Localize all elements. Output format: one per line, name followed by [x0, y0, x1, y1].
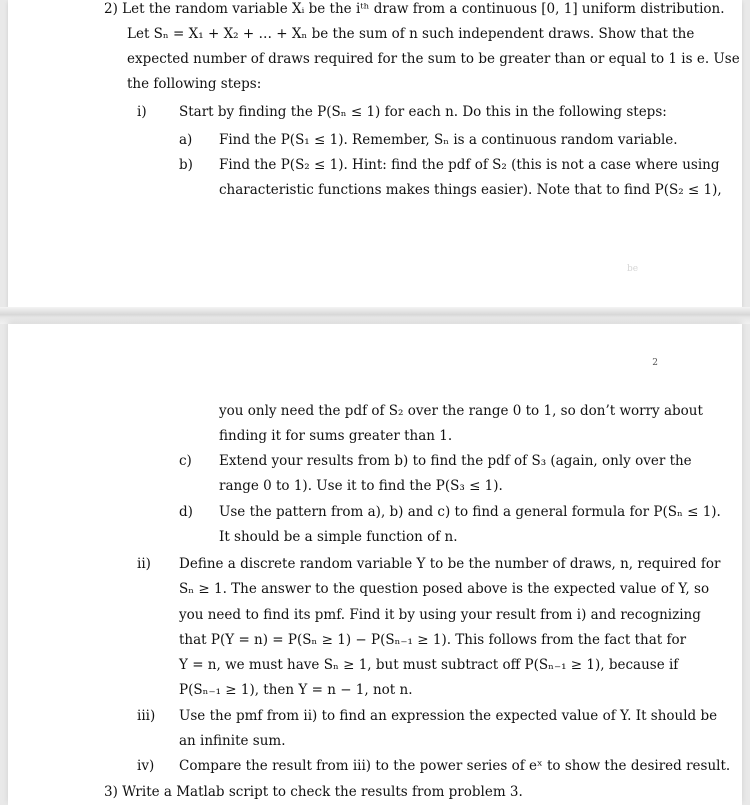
problem-2-line-2: Let Sₙ = X₁ + X₂ + … + Xₙ be the sum of n such independent draws. Show that the — [127, 26, 695, 42]
step-a-text: Find the P(S₁ ≤ 1). Remember, Sₙ is a continuous random variable. — [219, 132, 678, 148]
step-b-text-line-2: characteristic functions makes things easier). Note that to find P(S₂ ≤ 1), — [219, 182, 722, 198]
bleed-through-text: be — [627, 264, 639, 274]
problem-2-line-3: expected number of draws required for the sum to be greater than or equal to 1 is e. Use — [127, 51, 740, 67]
step-iv-text: Compare the result from iii) to the power series of eˣ to show the desired result. — [179, 758, 731, 774]
problem-2-line-1: 2) Let the random variable Xᵢ be the iᵗʰ draw from a continuous [0, 1] uniform distribution. — [104, 1, 725, 17]
page-number: 2 — [652, 358, 658, 368]
document-page-1 — [8, 0, 742, 307]
problem-2-line-4: the following steps: — [127, 76, 262, 92]
step-iii-marker: iii) — [137, 708, 156, 724]
step-ii-marker: ii) — [137, 556, 151, 572]
problem-3-text: 3) Write a Matlab script to check the results from problem 3. — [104, 784, 523, 800]
step-c-marker: c) — [179, 453, 192, 469]
step-iii-text-line-1: Use the pmf from ii) to find an expression the expected value of Y. It should be — [179, 708, 718, 724]
step-iv-marker: iv) — [137, 758, 155, 774]
step-c-text-line-1: Extend your results from b) to find the pdf of S₃ (again, only over the — [219, 453, 692, 469]
step-ii-text-line-3: you need to find its pmf. Find it by using your result from i) and recognizing — [179, 607, 701, 623]
step-b-marker: b) — [179, 157, 193, 173]
step-ii-text-line-2: Sₙ ≥ 1. The answer to the question posed above is the expected value of Y, so — [179, 581, 710, 597]
step-d-text-line-1: Use the pattern from a), b) and c) to find a general formula for P(Sₙ ≤ 1). — [219, 504, 721, 520]
step-ii-text-line-6: P(Sₙ₋₁ ≥ 1), then Y = n − 1, not n. — [179, 682, 413, 698]
step-b-text-line-3: you only need the pdf of S₂ over the range 0 to 1, so don’t worry about — [219, 403, 703, 419]
step-d-text-line-2: It should be a simple function of n. — [219, 529, 458, 545]
step-b-text-line-4: finding it for sums greater than 1. — [219, 428, 453, 444]
step-ii-text-line-5: Y = n, we must have Sₙ ≥ 1, but must subtract off P(Sₙ₋₁ ≥ 1), because if — [179, 657, 679, 673]
step-i-marker: i) — [137, 104, 147, 120]
step-b-text-line-1: Find the P(S₂ ≤ 1). Hint: find the pdf of S₂ (this is not a case where using — [219, 157, 720, 173]
step-ii-text-line-1: Define a discrete random variable Y to be the number of draws, n, required for — [179, 556, 721, 572]
step-ii-text-line-4: that P(Y = n) = P(Sₙ ≥ 1) − P(Sₙ₋₁ ≥ 1). This follows from the fact that for — [179, 632, 687, 648]
step-iii-text-line-2: an infinite sum. — [179, 733, 286, 749]
step-c-text-line-2: range 0 to 1). Use it to find the P(S₃ ≤ 1). — [219, 478, 503, 494]
step-i-text: Start by finding the P(Sₙ ≤ 1) for each n. Do this in the following steps: — [179, 104, 667, 120]
step-a-marker: a) — [179, 132, 193, 148]
page-separator — [0, 307, 750, 324]
step-d-marker: d) — [179, 504, 193, 520]
